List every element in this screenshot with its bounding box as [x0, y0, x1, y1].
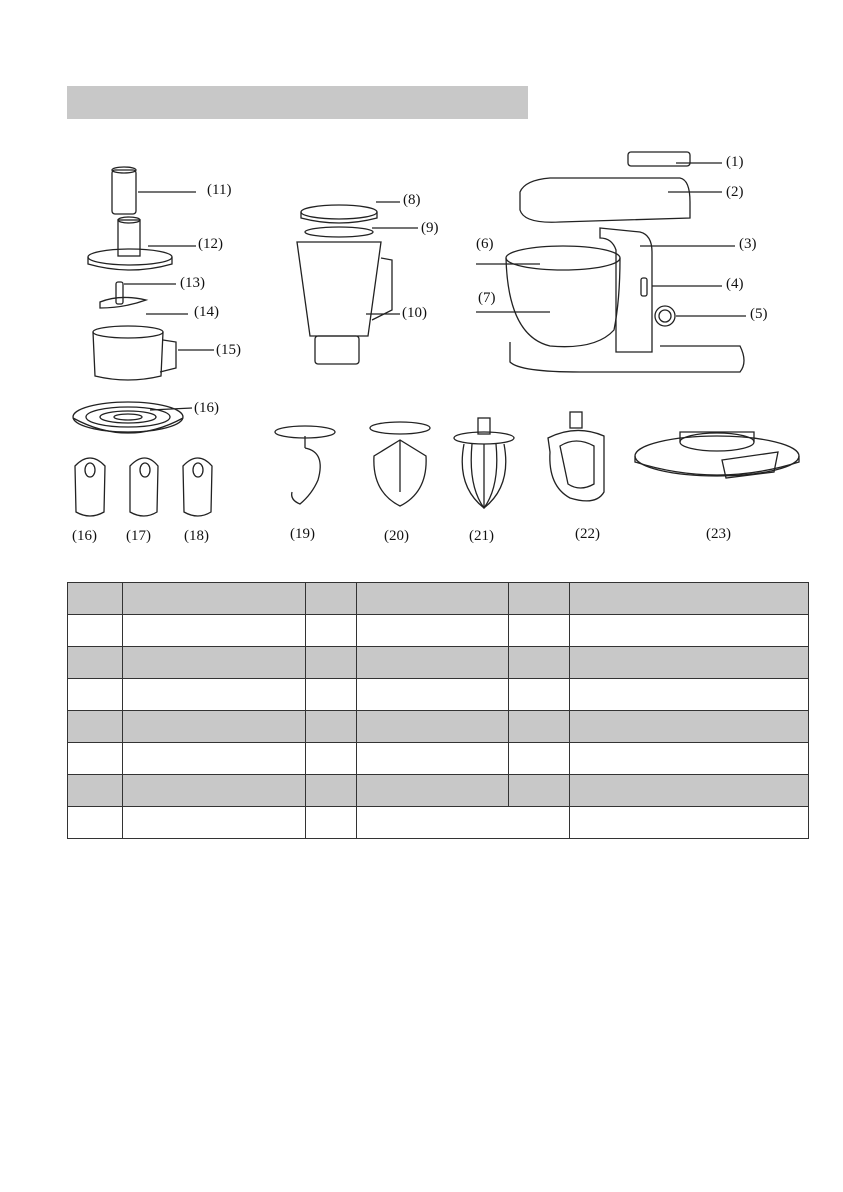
table-cell	[570, 647, 809, 679]
processor-bowl-icon	[93, 326, 214, 380]
callout-label: (15)	[216, 342, 241, 358]
table-cell	[68, 743, 123, 775]
table-row	[68, 583, 809, 615]
table-cell	[68, 583, 123, 615]
table-cell	[570, 711, 809, 743]
callout-label: (17)	[126, 528, 151, 544]
table-cell	[357, 615, 509, 647]
table-cell	[357, 583, 509, 615]
table-cell	[123, 679, 306, 711]
table-row	[68, 615, 809, 647]
table-cell	[68, 615, 123, 647]
table-row	[68, 743, 809, 775]
table-cell	[68, 775, 123, 807]
callout-label: (21)	[469, 528, 494, 544]
table-cell	[68, 679, 123, 711]
table-cell	[68, 807, 123, 839]
callout-label: (13)	[180, 275, 205, 291]
parts-table-body	[68, 583, 809, 839]
splash-guard-icon	[635, 432, 799, 478]
appliance-illustration	[0, 140, 843, 560]
table-row	[68, 807, 809, 839]
table-cell	[357, 647, 509, 679]
callout-label: (20)	[384, 528, 409, 544]
table-row	[68, 647, 809, 679]
table-cell	[509, 647, 570, 679]
whisk-icon	[454, 418, 514, 508]
table-row	[68, 711, 809, 743]
table-cell	[306, 775, 357, 807]
table-cell	[357, 679, 509, 711]
table-cell	[509, 583, 570, 615]
table-cell	[123, 583, 306, 615]
table-cell	[306, 679, 357, 711]
table-cell	[123, 711, 306, 743]
table-cell	[570, 583, 809, 615]
table-cell	[509, 711, 570, 743]
callout-label: (2)	[726, 184, 744, 200]
callout-label: (16)	[72, 528, 97, 544]
callout-label: (7)	[478, 290, 496, 306]
callout-label: (8)	[403, 192, 421, 208]
table-cell	[509, 743, 570, 775]
table-cell	[306, 807, 357, 839]
callout-label: (18)	[184, 528, 209, 544]
callout-label: (1)	[726, 154, 744, 170]
table-cell	[357, 775, 509, 807]
table-cell	[357, 743, 509, 775]
stand-mixer-icon	[476, 152, 746, 372]
table-row	[68, 679, 809, 711]
table-cell	[306, 615, 357, 647]
table-row	[68, 775, 809, 807]
callout-label: (4)	[726, 276, 744, 292]
table-cell	[509, 615, 570, 647]
table-cell	[570, 775, 809, 807]
callout-label: (3)	[739, 236, 757, 252]
table-cell	[357, 711, 509, 743]
table-cell	[123, 647, 306, 679]
table-cell	[570, 679, 809, 711]
table-cell	[570, 807, 809, 839]
table-cell	[123, 743, 306, 775]
parts-table	[67, 582, 809, 839]
table-cell	[123, 615, 306, 647]
table-cell	[123, 807, 306, 839]
flat-beater-icon	[370, 422, 430, 506]
blender-jug-icon	[297, 202, 418, 364]
callout-label: (5)	[750, 306, 768, 322]
table-cell	[509, 775, 570, 807]
callout-label: (11)	[207, 182, 232, 198]
blade-inserts-icon	[75, 458, 212, 516]
table-cell	[68, 711, 123, 743]
table-cell	[306, 647, 357, 679]
callout-label: (22)	[575, 526, 600, 542]
dough-hook-icon	[275, 426, 335, 504]
callout-label: (10)	[402, 305, 427, 321]
table-cell	[509, 679, 570, 711]
section-title-bar	[67, 86, 528, 119]
callout-label: (19)	[290, 526, 315, 542]
table-cell	[306, 583, 357, 615]
table-cell	[357, 807, 570, 839]
table-cell	[306, 743, 357, 775]
slicing-disc-icon	[73, 402, 192, 433]
callout-label: (6)	[476, 236, 494, 252]
table-cell	[306, 711, 357, 743]
callout-label: (23)	[706, 526, 731, 542]
callout-label: (12)	[198, 236, 223, 252]
processor-lid-icon	[88, 217, 196, 270]
food-pusher-icon	[112, 167, 196, 214]
flex-beater-icon	[548, 412, 604, 501]
callout-label: (16)	[194, 400, 219, 416]
callout-label: (9)	[421, 220, 439, 236]
table-cell	[570, 615, 809, 647]
parts-diagram	[0, 140, 843, 560]
table-cell	[570, 743, 809, 775]
chopping-blade-icon	[100, 282, 188, 314]
callout-label: (14)	[194, 304, 219, 320]
table-cell	[68, 647, 123, 679]
table-cell	[123, 775, 306, 807]
